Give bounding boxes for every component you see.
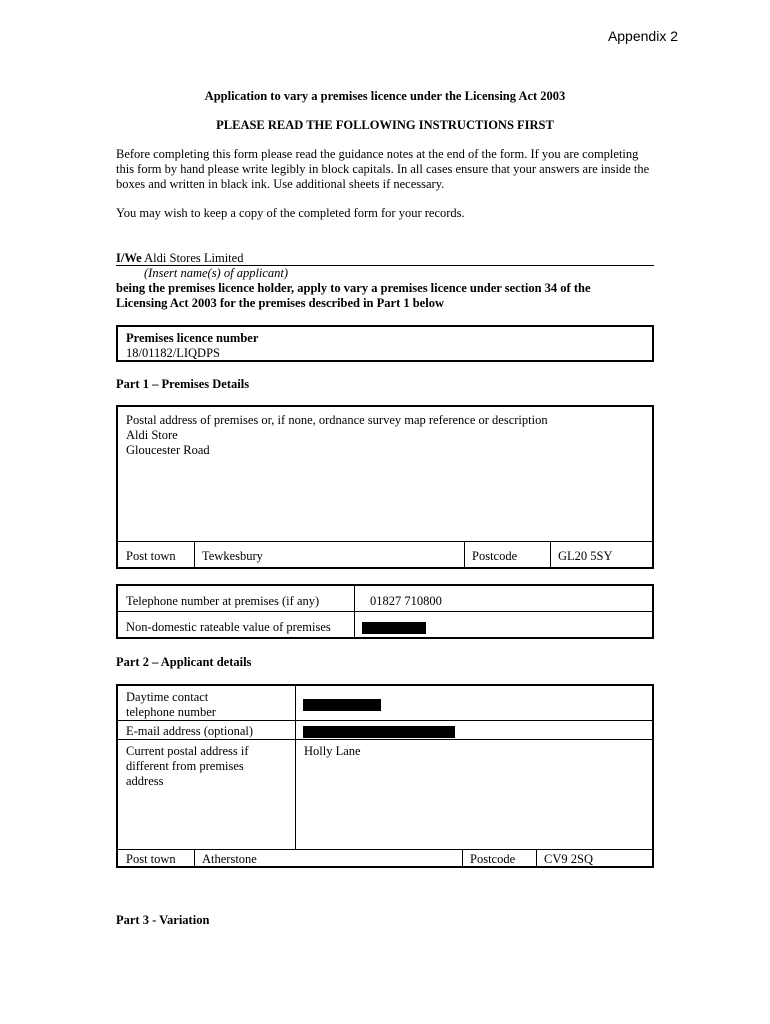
applicant-postcode-value[interactable]: CV9 2SQ xyxy=(544,852,593,866)
postal-address-label-line3: address xyxy=(126,774,164,788)
licence-number-label: Premises licence number xyxy=(126,331,259,345)
divider xyxy=(118,611,652,612)
redacted-email xyxy=(303,726,455,738)
redacted-rateable-value xyxy=(362,622,426,634)
applicant-post-town-label: Post town xyxy=(126,852,176,866)
email-label: E-mail address (optional) xyxy=(126,724,254,738)
applicant-name-line xyxy=(116,251,654,266)
divider xyxy=(194,541,195,567)
applicant-post-town-value[interactable]: Atherstone xyxy=(202,852,257,866)
premises-address-box xyxy=(116,405,654,569)
instructions-heading: PLEASE READ THE FOLLOWING INSTRUCTIONS FIRST xyxy=(216,118,554,132)
part3-heading: Part 3 - Variation xyxy=(116,913,210,927)
copy-note: You may wish to keep a copy of the completed form for your records. xyxy=(116,206,465,220)
postcode-label: Postcode xyxy=(472,549,518,563)
applicant-statement: being the premises licence holder, apply to vary a premises licence under section 34 of the Licensing Act 2003 for the premises described in Part 1 below xyxy=(116,281,591,310)
daytime-phone-label-line1: Daytime contact xyxy=(126,690,209,704)
appendix-label: Appendix 2 xyxy=(607,28,678,44)
applicant-prefix: I/We xyxy=(116,251,142,265)
instructions-text: Before completing this form please read the guidance notes at the end of the form. If you are completing this form by hand please write legibly in block capitals. In all cases ensure that your answers are inside the boxes and written in black ink. Use additional sheets if necessary. xyxy=(116,147,650,191)
redacted-daytime-phone xyxy=(303,699,381,711)
part1-heading: Part 1 – Premises Details xyxy=(116,377,250,391)
divider xyxy=(194,849,195,866)
divider xyxy=(118,541,652,542)
divider xyxy=(295,686,296,850)
telephone-label: Telephone number at premises (if any) xyxy=(126,594,320,608)
telephone-value[interactable]: 01827 710800 xyxy=(370,594,442,608)
postal-address-value[interactable]: Holly Lane xyxy=(304,744,361,758)
rateable-value-label: Non-domestic rateable value of premises xyxy=(126,620,331,634)
premises-address-label: Postal address of premises or, if none, ordnance survey map reference or description xyxy=(126,413,548,427)
divider xyxy=(354,586,355,637)
premises-address-line2[interactable]: Gloucester Road xyxy=(126,443,210,457)
applicant-details-box xyxy=(116,684,654,868)
premises-address-line1[interactable]: Aldi Store xyxy=(126,428,178,442)
post-town-label: Post town xyxy=(126,549,176,563)
postal-address-label-line2: different from premises xyxy=(126,759,244,773)
postal-address-label-line1: Current postal address if xyxy=(126,744,249,758)
applicant-postcode-label: Postcode xyxy=(470,852,516,866)
premises-contact-box xyxy=(116,584,654,639)
divider xyxy=(462,849,463,866)
postcode-value[interactable]: GL20 5SY xyxy=(558,549,613,563)
applicant-name[interactable]: Aldi Stores Limited xyxy=(144,251,244,265)
divider xyxy=(536,849,537,866)
form-title: Application to vary a premises licence under the Licensing Act 2003 xyxy=(204,89,566,103)
divider xyxy=(550,541,551,567)
applicant-hint: (Insert name(s) of applicant) xyxy=(144,266,289,280)
licence-number-value[interactable]: 18/01182/LIQDPS xyxy=(126,346,220,360)
divider xyxy=(464,541,465,567)
post-town-value[interactable]: Tewkesbury xyxy=(202,549,263,563)
daytime-phone-label-line2: telephone number xyxy=(126,705,216,719)
licence-number-box xyxy=(116,325,654,362)
part2-heading: Part 2 – Applicant details xyxy=(116,655,252,669)
